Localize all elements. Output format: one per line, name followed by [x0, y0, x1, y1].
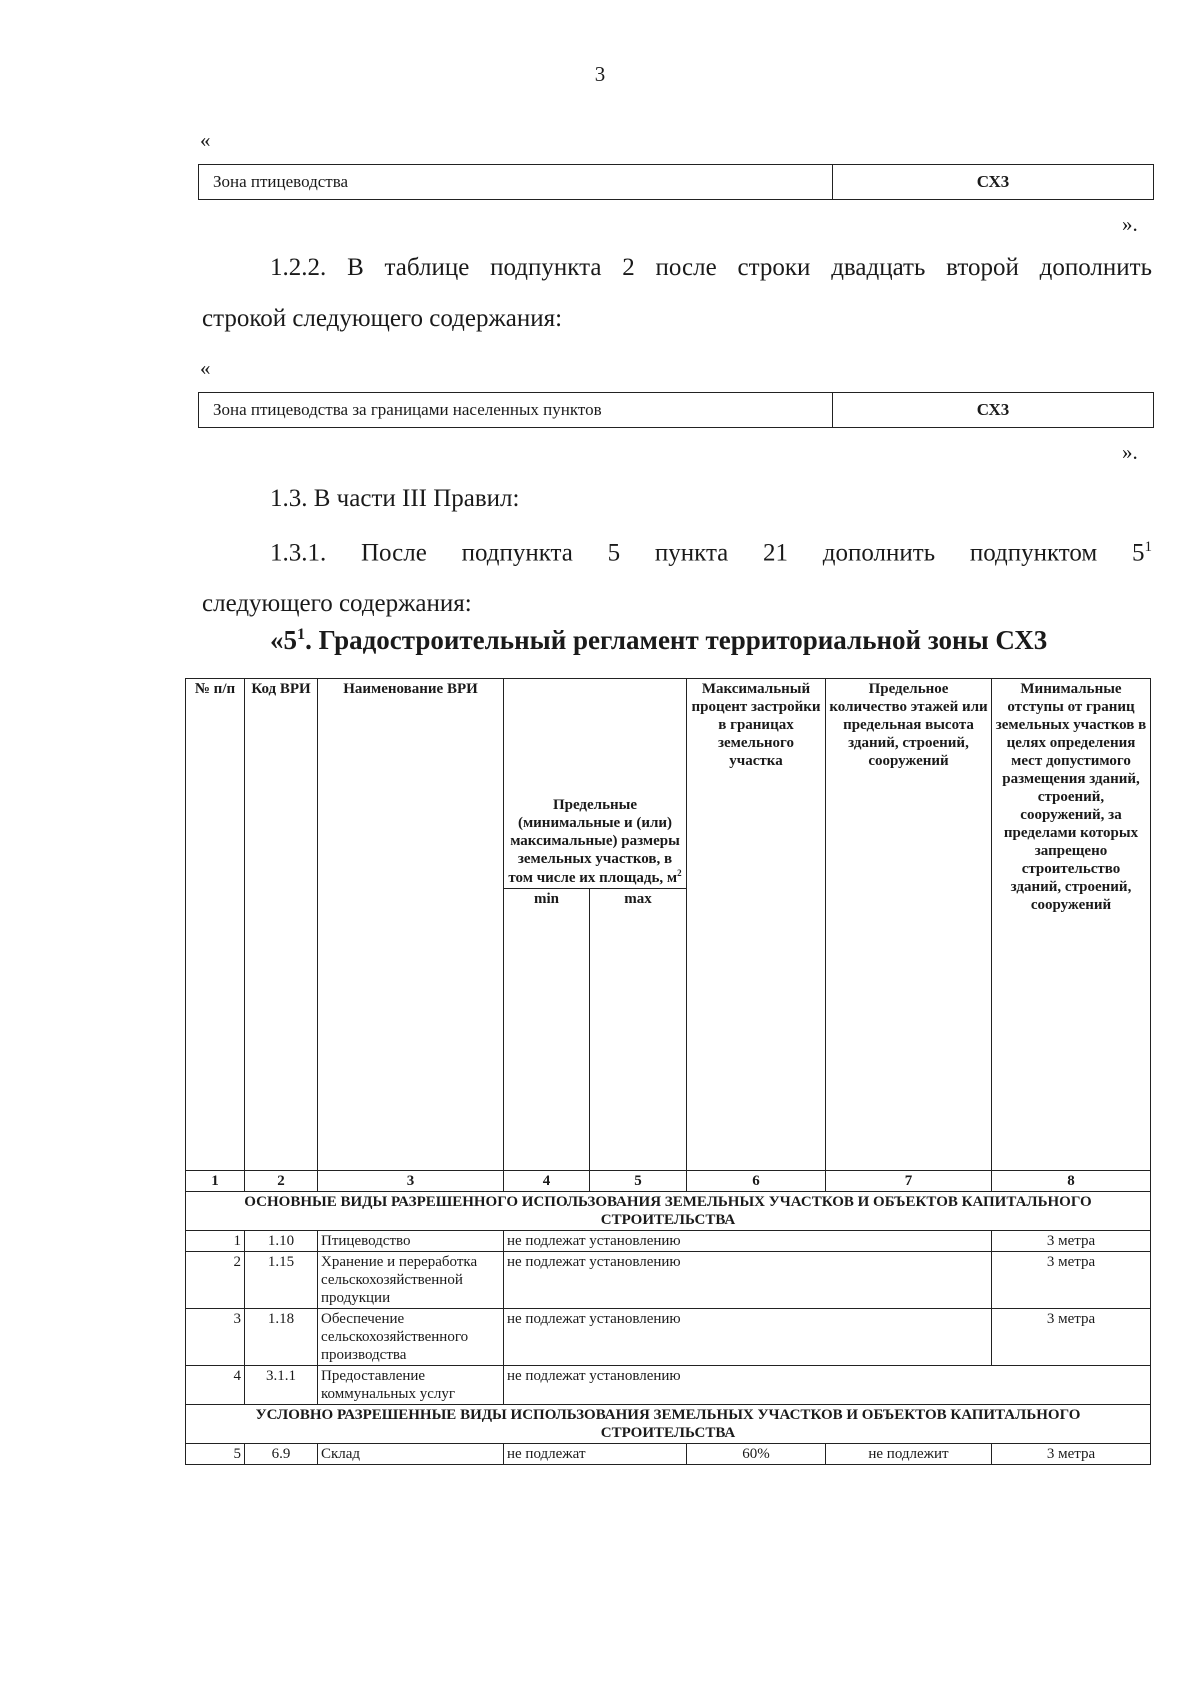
header-num: № п/п — [186, 679, 245, 1171]
row-num: 5 — [186, 1444, 245, 1465]
opening-quote: « — [200, 128, 211, 152]
superscript: 1 — [1144, 539, 1152, 555]
row-setback: 3 метра — [992, 1231, 1151, 1252]
column-number: 8 — [992, 1171, 1151, 1192]
zone-table-1 — [198, 164, 1154, 200]
header-code: Код ВРИ — [245, 679, 318, 1171]
table-row — [186, 1309, 1151, 1366]
row-num: 1 — [186, 1231, 245, 1252]
regulation-table — [185, 678, 1151, 1465]
paragraph-1-3-1 — [202, 522, 1152, 629]
row-num: 2 — [186, 1252, 245, 1309]
column-number: 3 — [318, 1171, 504, 1192]
paragraph-line: 1.3.1. После подпункта 5 пункта 21 дополнить подпунктом 5 — [270, 539, 1145, 567]
row-setback: 3 метра — [992, 1444, 1151, 1465]
table-row — [186, 1366, 1151, 1405]
heading-prefix: «5 — [270, 625, 297, 655]
row-name: Птицеводство — [318, 1231, 504, 1252]
header-sizes — [504, 679, 687, 889]
row-sizes: не подлежат — [504, 1444, 687, 1465]
row-params: не подлежат установлению — [504, 1366, 1151, 1405]
opening-quote: « — [200, 356, 211, 380]
row-num: 3 — [186, 1309, 245, 1366]
paragraph-line: строкой следующего содержания: — [202, 305, 563, 332]
section-conditional-uses: УСЛОВНО РАЗРЕШЕННЫЕ ВИДЫ ИСПОЛЬЗОВАНИЯ ЗЕМЕЛЬНЫХ УЧАСТКОВ И ОБЪЕКТОВ КАПИТАЛЬНОГО СТРОИТЕЛЬСТВА — [186, 1405, 1151, 1444]
header-min: min — [504, 889, 590, 1171]
column-number: 5 — [590, 1171, 687, 1192]
section-heading — [270, 625, 1047, 656]
row-code: 1.10 — [245, 1231, 318, 1252]
header-floors: Предельное количество этажей или предельная высота зданий, строений, сооружений — [826, 679, 992, 1171]
column-number: 2 — [245, 1171, 318, 1192]
row-num: 4 — [186, 1366, 245, 1405]
closing-quote: ». — [1122, 212, 1138, 236]
table-row — [186, 1252, 1151, 1309]
row-params: не подлежат установлению — [504, 1309, 992, 1366]
row-setback: 3 метра — [992, 1252, 1151, 1309]
paragraph-1-2-2 — [202, 242, 1152, 344]
heading-text: . Градостроительный регламент территориальной зоны СХ3 — [305, 625, 1048, 655]
row-code: 3.1.1 — [245, 1366, 318, 1405]
zone-code-cell: СХ3 — [833, 393, 1154, 428]
heading-superscript: 1 — [297, 625, 306, 643]
zone-name-cell: Зона птицеводства — [199, 165, 833, 200]
zone-name-cell: Зона птицеводства за границами населенных пунктов — [199, 393, 833, 428]
row-code: 6.9 — [245, 1444, 318, 1465]
header-max: max — [590, 889, 687, 1171]
row-code: 1.15 — [245, 1252, 318, 1309]
header-percent: Максимальный процент застройки в границах земельного участка — [687, 679, 826, 1171]
column-number: 4 — [504, 1171, 590, 1192]
column-number: 1 — [186, 1171, 245, 1192]
row-name: Обеспечение сельскохозяйственного производства — [318, 1309, 504, 1366]
paragraph-line: 1.2.2. В таблице подпункта 2 после строки двадцать второй дополнить — [270, 254, 1152, 281]
zone-table-2 — [198, 392, 1154, 428]
column-number: 7 — [826, 1171, 992, 1192]
row-percent: 60% — [687, 1444, 826, 1465]
header-name: Наименование ВРИ — [318, 679, 504, 1171]
page-number: 3 — [594, 62, 606, 86]
row-params: не подлежат установлению — [504, 1252, 992, 1309]
table-row — [186, 1231, 1151, 1252]
row-setback: 3 метра — [992, 1309, 1151, 1366]
row-params: не подлежат установлению — [504, 1231, 992, 1252]
table-row — [186, 1444, 1151, 1465]
paragraph-1-3 — [202, 473, 1152, 524]
row-name: Склад — [318, 1444, 504, 1465]
paragraph-line: 1.3. В части III Правил: — [270, 485, 520, 512]
column-number: 6 — [687, 1171, 826, 1192]
header-sizes-text: Предельные (минимальные и (или) максимальные) размеры земельных участков, в том числе их площадь, м — [508, 797, 680, 886]
row-code: 1.18 — [245, 1309, 318, 1366]
zone-code-cell: СХ3 — [833, 165, 1154, 200]
header-sizes-sup: 2 — [677, 868, 682, 878]
closing-quote: ». — [1122, 440, 1138, 464]
row-floors: не подлежит — [826, 1444, 992, 1465]
paragraph-line: следующего содержания: — [202, 590, 472, 618]
header-setback: Минимальные отступы от границ земельных участков в целях определения мест допустимого размещения зданий, строений, сооружений, за пределами которых запрещено строительство зданий, строений, сооружений — [992, 679, 1151, 1171]
row-name: Предоставление коммунальных услуг — [318, 1366, 504, 1405]
row-name: Хранение и переработка сельскохозяйственной продукции — [318, 1252, 504, 1309]
section-main-uses: ОСНОВНЫЕ ВИДЫ РАЗРЕШЕННОГО ИСПОЛЬЗОВАНИЯ ЗЕМЕЛЬНЫХ УЧАСТКОВ И ОБЪЕКТОВ КАПИТАЛЬНОГО СТРОИТЕЛЬСТВА — [186, 1192, 1151, 1231]
